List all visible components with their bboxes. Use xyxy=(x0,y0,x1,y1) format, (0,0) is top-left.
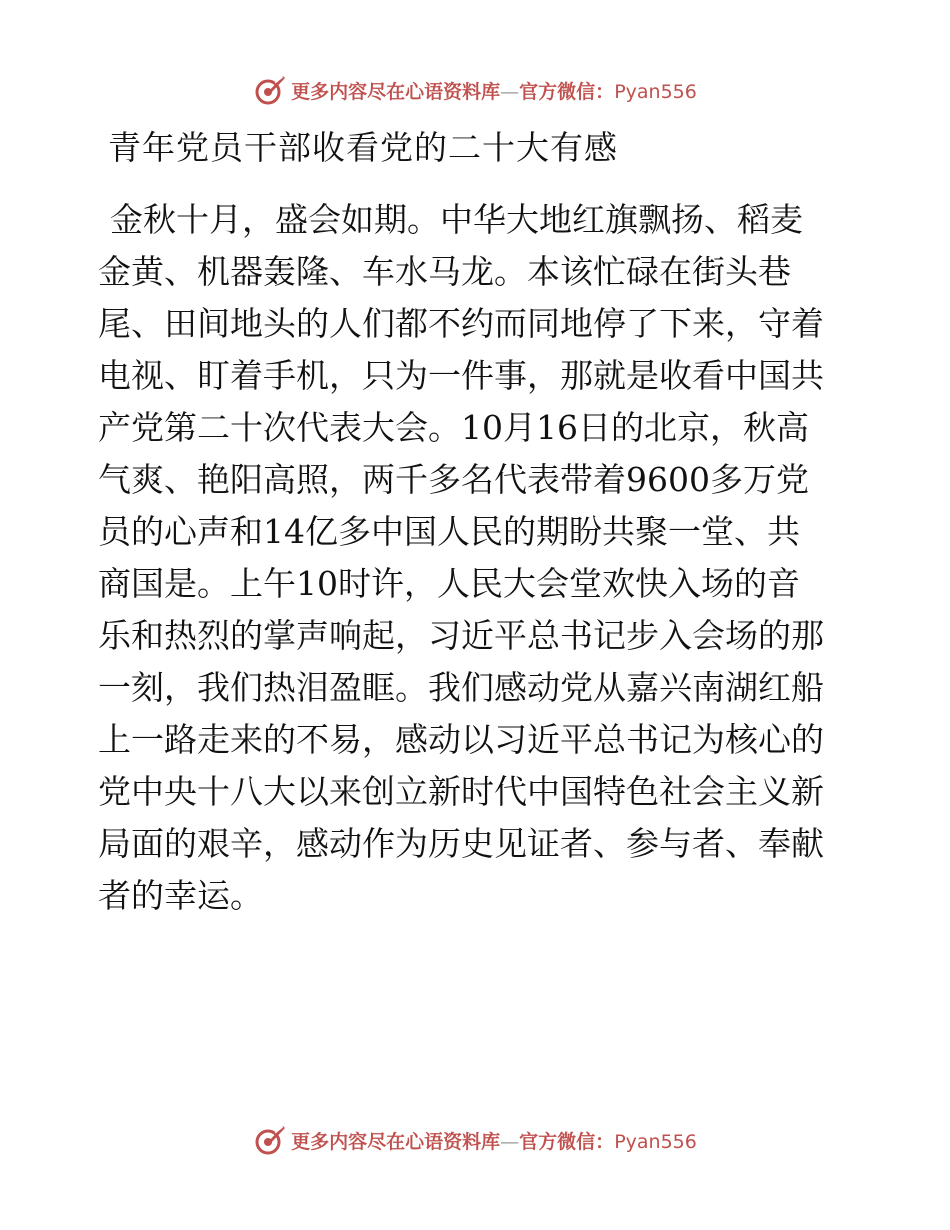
quill-logo-icon xyxy=(253,1123,287,1157)
body-line: 金黄、机器轰隆、车水马龙。本该忙碌在街头巷 xyxy=(98,252,791,291)
banner-wechat-id: Pyan556 xyxy=(614,1130,697,1153)
banner-site-name: 更多内容尽在心语资料库 xyxy=(291,1130,501,1153)
body-line: 上一路走来的不易，感动以习近平总书记为核心的 xyxy=(98,720,824,759)
document-body xyxy=(98,194,858,922)
banner-dash: — xyxy=(500,1130,520,1153)
body-line: 局面的艰辛，感动作为历史见证者、参与者、奉献 xyxy=(98,824,824,863)
banner-wechat-label: 官方微信： xyxy=(519,80,615,103)
banner-wechat-id: Pyan556 xyxy=(614,80,697,103)
document-title: 青年党员干部收看党的二十大有感 xyxy=(108,128,618,167)
body-line: 尾、田间地头的人们都不约而同地停了下来，守着 xyxy=(98,304,824,343)
banner-text xyxy=(291,77,697,104)
body-line: 一刻，我们热泪盈眶。我们感动党从嘉兴南湖红船 xyxy=(98,668,824,707)
quill-logo-icon xyxy=(253,73,287,107)
banner-dash: — xyxy=(500,80,520,103)
banner-site-name: 更多内容尽在心语资料库 xyxy=(291,80,501,103)
body-line: 乐和热烈的掌声响起，习近平总书记步入会场的那 xyxy=(98,616,824,655)
footer-banner xyxy=(0,1120,950,1160)
banner-wechat-label: 官方微信： xyxy=(519,1130,615,1153)
body-line: 党中央十八大以来创立新时代中国特色社会主义新 xyxy=(98,772,824,811)
banner-content xyxy=(253,73,697,107)
banner-text xyxy=(291,1127,697,1154)
body-line: 金秋十月，盛会如期。中华大地红旗飘扬、稻麦 xyxy=(110,200,803,239)
banner-content xyxy=(253,1123,697,1157)
body-line: 商国是。上午10时许，人民大会堂欢快入场的音 xyxy=(98,564,800,603)
body-line: 员的心声和14亿多中国人民的期盼共聚一堂、共 xyxy=(98,512,800,551)
body-line: 者的幸运。 xyxy=(98,876,263,915)
body-line: 电视、盯着手机，只为一件事，那就是收看中国共 xyxy=(98,356,824,395)
body-line: 产党第二十次代表大会。10月16日的北京，秋高 xyxy=(98,408,809,447)
header-banner xyxy=(0,70,950,110)
body-line: 气爽、艳阳高照，两千多名代表带着9600多万党 xyxy=(98,460,809,499)
